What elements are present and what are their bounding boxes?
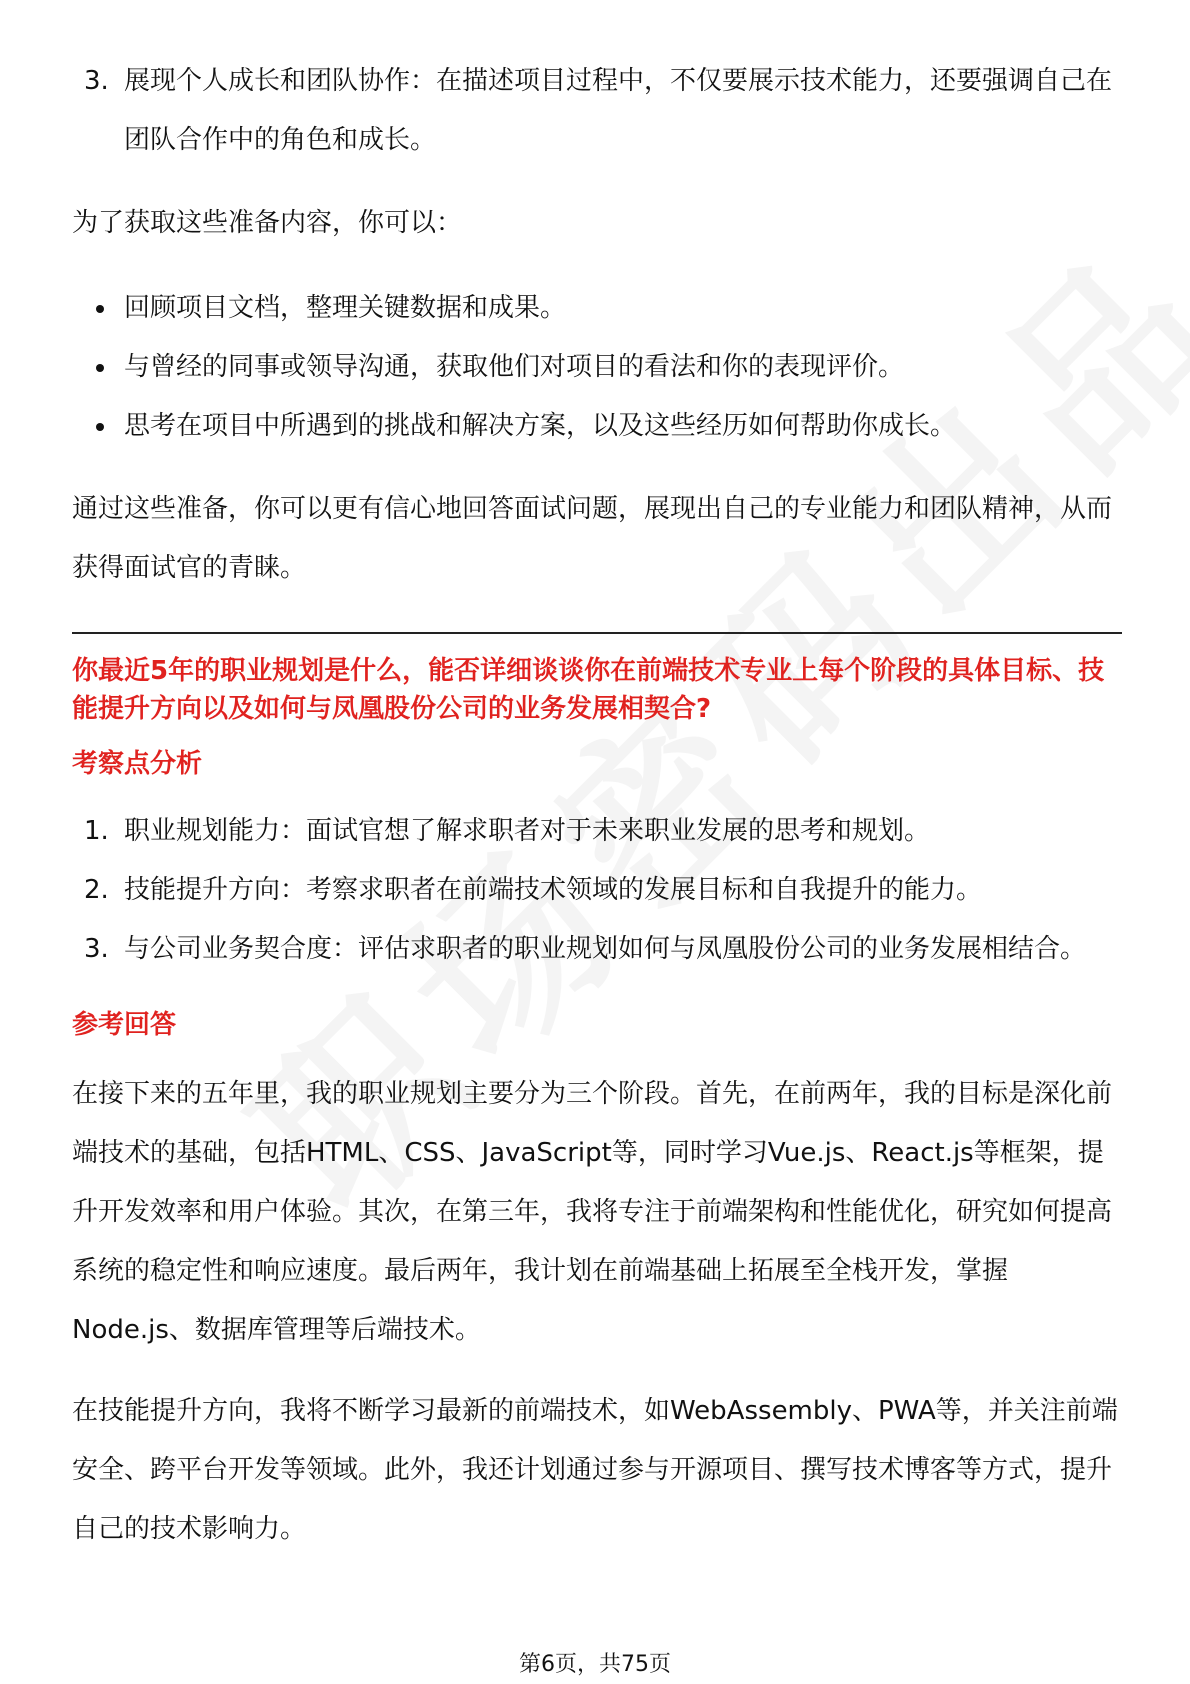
- intro-numbered-list: [72, 52, 1122, 170]
- list-number: 3.: [84, 66, 109, 96]
- interview-question: 你最近5年的职业规划是什么，能否详细谈谈你在前端技术专业上每个阶段的具体目标、技能提升方向以及如何与凤凰股份公司的业务发展相契合?: [72, 656, 1105, 724]
- analysis-heading: 考察点分析: [72, 749, 203, 779]
- list-item: [72, 338, 1122, 397]
- page-footer: 第6页，共75页: [519, 1652, 671, 1677]
- conclusion-paragraph: 通过这些准备，你可以更有信心地回答面试问题，展现出自己的专业能力和团队精神，从而获得面试官的青睐。: [72, 494, 1113, 583]
- page-content: [72, 52, 1122, 1559]
- list-item: [72, 52, 1122, 170]
- list-number: 2.: [84, 875, 109, 905]
- list-item-text: 与曾经的同事或领导沟通，获取他们对项目的看法和你的表现评价。: [124, 352, 905, 382]
- answer-paragraph: 在技能提升方向，我将不断学习最新的前端技术，如WebAssembly、PWA等，并关注前端安全、跨平台开发等领域。此外，我还计划通过参与开源项目、撰写技术博客等方式，提升自己的技术影响力。: [72, 1396, 1118, 1544]
- bullet-icon: [96, 423, 104, 431]
- answer-heading: 参考回答: [72, 1010, 177, 1040]
- list-item-text: 技能提升方向：考察求职者在前端技术领域的发展目标和自我提升的能力。: [124, 875, 983, 905]
- bullet-icon: [96, 364, 104, 372]
- list-item-text: 展现个人成长和团队协作：在描述项目过程中，不仅要展示技术能力，还要强调自己在团队合作中的角色和成长。: [124, 66, 1113, 155]
- prep-bullet-list: [72, 279, 1122, 456]
- list-item-text: 回顾项目文档，整理关键数据和成果。: [124, 293, 567, 323]
- list-item-text: 职业规划能力：面试官想了解求职者对于未来职业发展的思考和规划。: [124, 816, 931, 846]
- list-item-text: 与公司业务契合度：评估求职者的职业规划如何与凤凰股份公司的业务发展相结合。: [124, 934, 1087, 964]
- list-item: [72, 397, 1122, 456]
- prep-lead-paragraph: 为了获取这些准备内容，你可以：: [72, 208, 463, 238]
- answer-paragraph: 在接下来的五年里，我的职业规划主要分为三个阶段。首先，在前两年，我的目标是深化前端技术的基础，包括HTML、CSS、JavaScript等，同时学习Vue.js、React.js等框架，提升开发效率和用户体验。其次，在第三年，我将专注于前端架构和性能优化，研究如何提高系统的稳定性和响应速度。最后两年，我计划在前端基础上拓展至全栈开发，掌握Node.js、数据库管理等后端技术。: [72, 1079, 1113, 1345]
- list-item: [72, 861, 1122, 920]
- list-number: 3.: [84, 934, 109, 964]
- bullet-icon: [96, 305, 104, 313]
- list-item: [72, 279, 1122, 338]
- list-item: [72, 920, 1122, 979]
- list-item-text: 思考在项目中所遇到的挑战和解决方案，以及这些经历如何帮助你成长。: [124, 411, 957, 441]
- list-item: [72, 802, 1122, 861]
- analysis-numbered-list: [72, 802, 1122, 979]
- section-divider: [72, 632, 1122, 634]
- list-number: 1.: [84, 816, 109, 846]
